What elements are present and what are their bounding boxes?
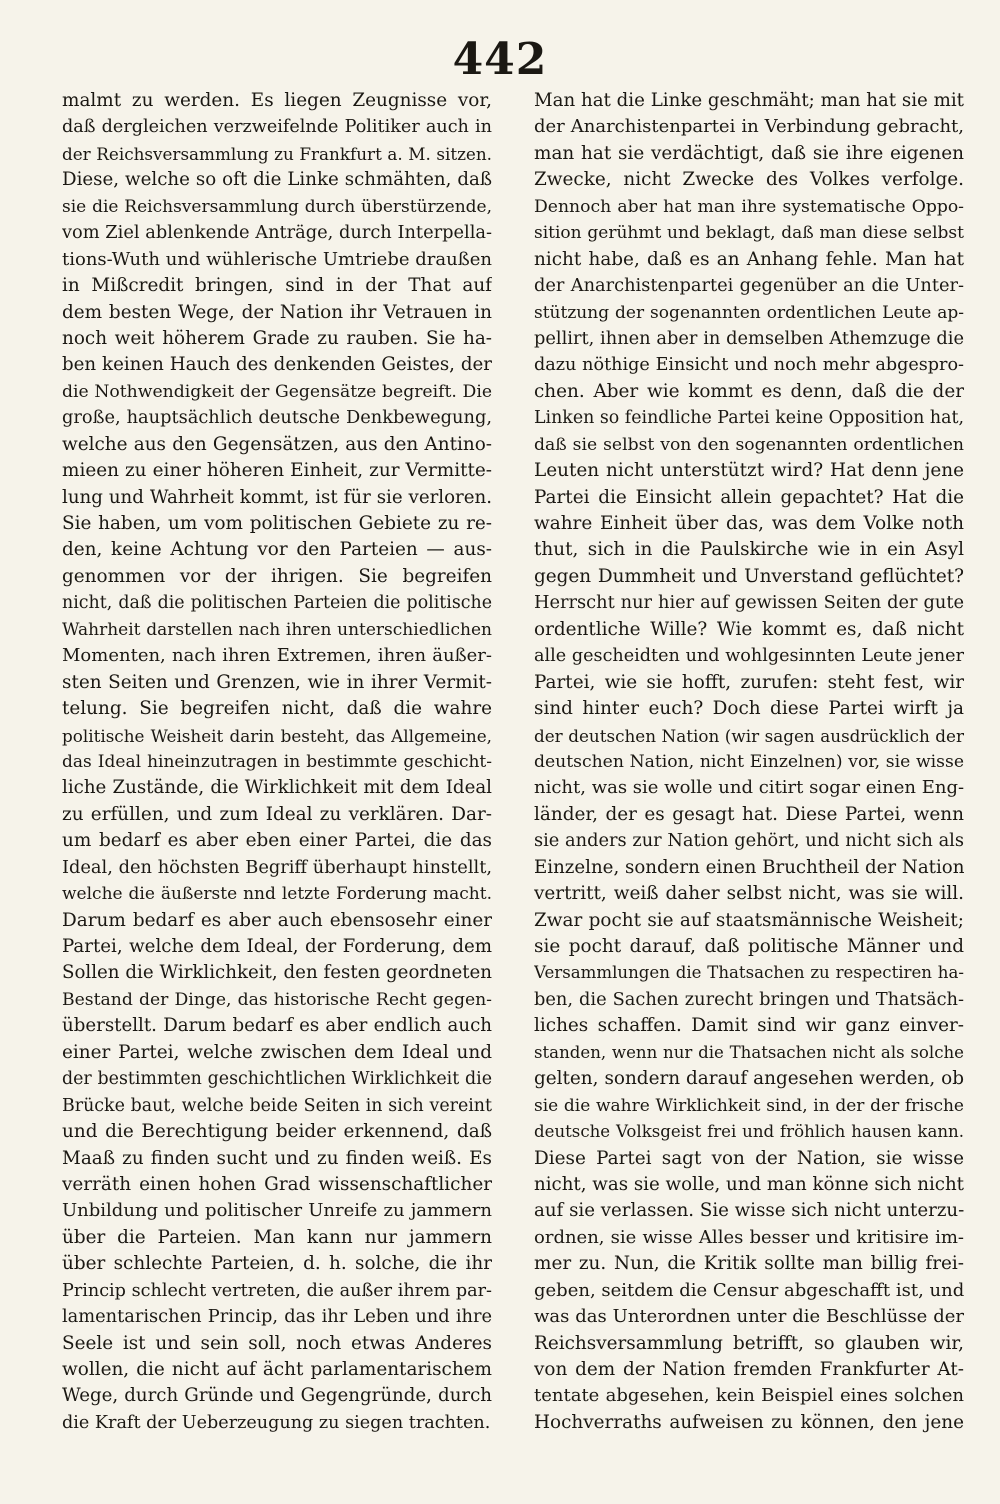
text-line: um bedarf es aber eben einer Partei, die das xyxy=(62,830,492,852)
text-line: sie anders zur Nation gehört, und nicht sich als xyxy=(534,830,964,852)
text-line: sition gerühmt und beklagt, daß man diese selbst xyxy=(534,223,964,244)
text-line: Partei die Einsicht allein gepachtet? Hat die xyxy=(534,486,964,508)
text-line: Diese, welche so oft die Linke schmähten, daß xyxy=(62,169,492,191)
text-line: der Reichsversammlung zu Frankfurt a. M. sitzen. xyxy=(62,143,492,164)
text-line: Zwar pocht sie auf staatsmännische Weisheit; xyxy=(534,909,964,931)
text-line: Hochverraths aufweisen zu können, den jene xyxy=(534,1411,964,1433)
text-line: thut, sich in die Paulskirche wie in ein Asyl xyxy=(534,539,964,561)
text-line: tentate abgesehen, kein Beispiel eines solchen xyxy=(534,1385,964,1407)
text-line: sind hinter euch? Doch diese Partei wirft ja xyxy=(534,698,964,720)
text-line: ben keinen Hauch des denkenden Geistes, der xyxy=(62,354,492,376)
text-line: deutschen Nation, nicht Einzelnen) vor, sie wisse xyxy=(534,751,964,772)
text-line: man hat sie verdächtigt, daß sie ihre eigenen xyxy=(534,142,964,164)
text-line: Linken so feindliche Partei keine Opposition hat, xyxy=(534,408,964,429)
text-line: über die Parteien. Man kann nur jammern xyxy=(62,1226,492,1248)
text-line: über schlechte Parteien, d. h. solche, die ihr xyxy=(62,1253,492,1275)
text-line: Wahrheit darstellen nach ihren unterschiedlichen xyxy=(62,619,492,640)
text-line: zu erfüllen, und zum Ideal zu verklären. Dar- xyxy=(62,803,492,825)
text-line: nicht, was sie wolle, und man könne sich nicht xyxy=(534,1173,964,1195)
text-line: liche Zustände, die Wirklichkeit mit dem Ideal xyxy=(62,777,492,799)
text-line: in Mißcredit bringen, sind in der That auf xyxy=(62,275,492,297)
text-line: gegen Dummheit und Unverstand geflüchtet? xyxy=(534,565,964,587)
text-line: daß dergleichen verzweifelnde Politiker auch in xyxy=(62,117,492,138)
text-line: Reichsversammlung betrifft, so glauben wir, xyxy=(534,1332,964,1354)
text-line: nicht, daß die politischen Parteien die politische xyxy=(62,593,492,614)
text-line: der Anarchistenpartei gegenüber an die Unter- xyxy=(534,275,964,297)
text-line: alle gescheidten und wohlgesinnten Leute jener xyxy=(534,646,964,667)
text-line: nicht habe, daß es an Anhang fehle. Man hat xyxy=(534,248,964,270)
text-line: Leuten nicht unterstützt wird? Hat denn jene xyxy=(534,460,964,482)
text-line: überstellt. Darum bedarf es aber endlich auch xyxy=(62,1015,492,1037)
text-line: geben, seitdem die Censur abgeschafft ist, und xyxy=(534,1279,964,1301)
text-line: ordnen, sie wisse Alles besser und kritisire im- xyxy=(534,1226,964,1248)
text-line: ben, die Sachen zurecht bringen und Thatsäch- xyxy=(534,988,964,1010)
text-line: Diese Partei sagt von der Nation, sie wisse xyxy=(534,1147,964,1169)
page-number: 442 xyxy=(452,34,548,85)
text-line: tions-Wuth und wühlerische Umtriebe draußen xyxy=(62,248,492,270)
text-line: lamentarischen Princip, das ihr Leben und ihre xyxy=(62,1306,492,1328)
text-line: sie die wahre Wirklichkeit sind, in der der frische xyxy=(534,1095,964,1116)
text-line: der deutschen Nation (wir sagen ausdrücklich der xyxy=(534,725,964,746)
text-line: Sollen die Wirklichkeit, den festen geordneten xyxy=(62,962,492,984)
text-line: Dennoch aber hat man ihre systematische Oppo- xyxy=(534,196,964,217)
text-line: vom Ziel ablenkende Anträge, durch Interpella- xyxy=(62,222,492,244)
text-line: gelten, sondern darauf angesehen werden, ob xyxy=(534,1068,964,1090)
text-line: mieen zu einer höheren Einheit, zur Vermitte- xyxy=(62,460,492,482)
text-line: einer Partei, welche zwischen dem Ideal und xyxy=(62,1041,492,1063)
text-line: Sie haben, um vom politischen Gebiete zu re- xyxy=(62,513,492,534)
text-line: welche die äußerste nnd letzte Forderung macht. xyxy=(62,884,492,905)
text-line: der Anarchistenpartei in Verbindung gebracht, xyxy=(534,116,964,138)
text-line: pellirt, ihnen aber in demselben Athemzuge die xyxy=(534,327,964,349)
text-line: wahre Einheit über das, was dem Volke noth xyxy=(534,513,964,534)
text-line: der bestimmten geschichtlichen Wirklichkeit die xyxy=(62,1069,492,1090)
text-line: Darum bedarf es aber auch ebensosehr einer xyxy=(62,909,492,931)
text-line: stützung der sogenannten ordentlichen Leute ap- xyxy=(534,302,964,323)
text-line: sten Seiten und Grenzen, wie in ihrer Vermit- xyxy=(62,671,492,693)
text-line: genommen vor der ihrigen. Sie begreifen xyxy=(62,565,492,587)
text-line: Einzelne, sondern einen Bruchtheil der Nation xyxy=(534,856,964,878)
text-line: Princip schlecht vertreten, die außer ihrem par- xyxy=(62,1280,492,1301)
text-line: chen. Aber wie kommt es denn, daß die der xyxy=(534,380,964,402)
text-line: Bestand der Dinge, das historische Recht gegen- xyxy=(62,989,492,1010)
text-line: lung und Wahrheit kommt, ist für sie verloren. xyxy=(62,486,492,508)
text-line: sie die Reichsversammlung durch überstürzende, xyxy=(62,196,492,217)
text-line: Man hat die Linke geschmäht; man hat sie mit xyxy=(534,90,964,111)
text-line: politische Weisheit darin besteht, das Allgemeine, xyxy=(62,725,492,746)
text-line: und die Berechtigung beider erkennend, daß xyxy=(62,1121,492,1143)
text-line: deutsche Volksgeist frei und fröhlich hausen kann. xyxy=(534,1122,964,1142)
text-line: malmt zu werden. Es liegen Zeugnisse vor, xyxy=(62,90,492,111)
text-line: vertritt, weiß daher selbst nicht, was sie will. xyxy=(534,883,964,905)
text-line: länder, der es gesagt hat. Diese Partei, wenn xyxy=(534,803,964,825)
text-line: noch weit höherem Grade zu rauben. Sie ha- xyxy=(62,327,492,349)
text-line: Seele ist und sein soll, noch etwas Anderes xyxy=(62,1332,492,1354)
text-line: Zwecke, nicht Zwecke des Volkes verfolge. xyxy=(534,169,964,191)
text-line: ordentliche Wille? Wie kommt es, daß nicht xyxy=(534,618,964,640)
text-line: was das Unterordnen unter die Beschlüsse der xyxy=(534,1306,964,1328)
text-line: standen, wenn nur die Thatsachen nicht als solche xyxy=(534,1042,964,1062)
text-line: verräth einen hohen Grad wissenschaftlicher xyxy=(62,1173,492,1195)
text-line: mer zu. Nun, die Kritik sollte man billig frei- xyxy=(534,1253,964,1275)
text-line: Partei, welche dem Ideal, der Forderung, dem xyxy=(62,936,492,957)
text-line: Wege, durch Gründe und Gegengründe, durch xyxy=(62,1385,492,1407)
left-text-column xyxy=(62,88,492,1436)
text-line: von dem der Nation fremden Frankfurter At- xyxy=(534,1359,964,1380)
text-line: Unbildung und politischer Unreife zu jammern xyxy=(62,1200,492,1222)
text-line: Herrscht nur hier auf gewissen Seiten der gute xyxy=(534,592,964,614)
text-line: wollen, die nicht auf ächt parlamentarischem xyxy=(62,1359,492,1380)
text-line: die Kraft der Ueberzeugung zu siegen trachten. xyxy=(62,1412,491,1433)
text-line: welche aus den Gegensätzen, aus den Antino- xyxy=(62,433,492,455)
text-line: Momenten, nach ihren Extremen, ihren äußer- xyxy=(62,645,492,667)
text-line: Brücke baut, welche beide Seiten in sich vereint xyxy=(62,1095,492,1116)
text-line: große, hauptsächlich deutsche Denkbewegung, xyxy=(62,407,492,429)
text-line: liches schaffen. Damit sind wir ganz einver- xyxy=(534,1015,964,1037)
right-text-column xyxy=(534,88,964,1436)
text-line: telung. Sie begreifen nicht, daß die wahre xyxy=(62,698,492,720)
text-line: den, keine Achtung vor den Parteien — aus- xyxy=(62,539,492,561)
text-line: nicht, was sie wolle und citirt sogar einen Eng- xyxy=(534,777,964,799)
text-line: Partei, wie sie hofft, zurufen: steht fest, wir xyxy=(534,671,964,693)
text-line: daß sie selbst von den sogenannten ordentlichen xyxy=(534,434,964,455)
text-line: dem besten Wege, der Nation ihr Vetrauen in xyxy=(62,301,492,323)
text-line: auf sie verlassen. Sie wisse sich nicht unterzu- xyxy=(534,1200,964,1222)
text-line: Versammlungen die Thatsachen zu respectiren ha- xyxy=(534,963,964,983)
text-line: Maaß zu finden sucht und zu finden weiß. Es xyxy=(62,1147,492,1169)
text-line: dazu nöthige Einsicht und noch mehr abgespro- xyxy=(534,355,964,376)
text-line: das Ideal hineinzutragen in bestimmte geschicht- xyxy=(62,751,492,772)
text-line: Ideal, den höchsten Begriff überhaupt hinstellt, xyxy=(62,856,492,878)
text-line: sie pocht darauf, daß politische Männer und xyxy=(534,936,964,957)
text-line: die Nothwendigkeit der Gegensätze begreift. Die xyxy=(62,381,492,402)
